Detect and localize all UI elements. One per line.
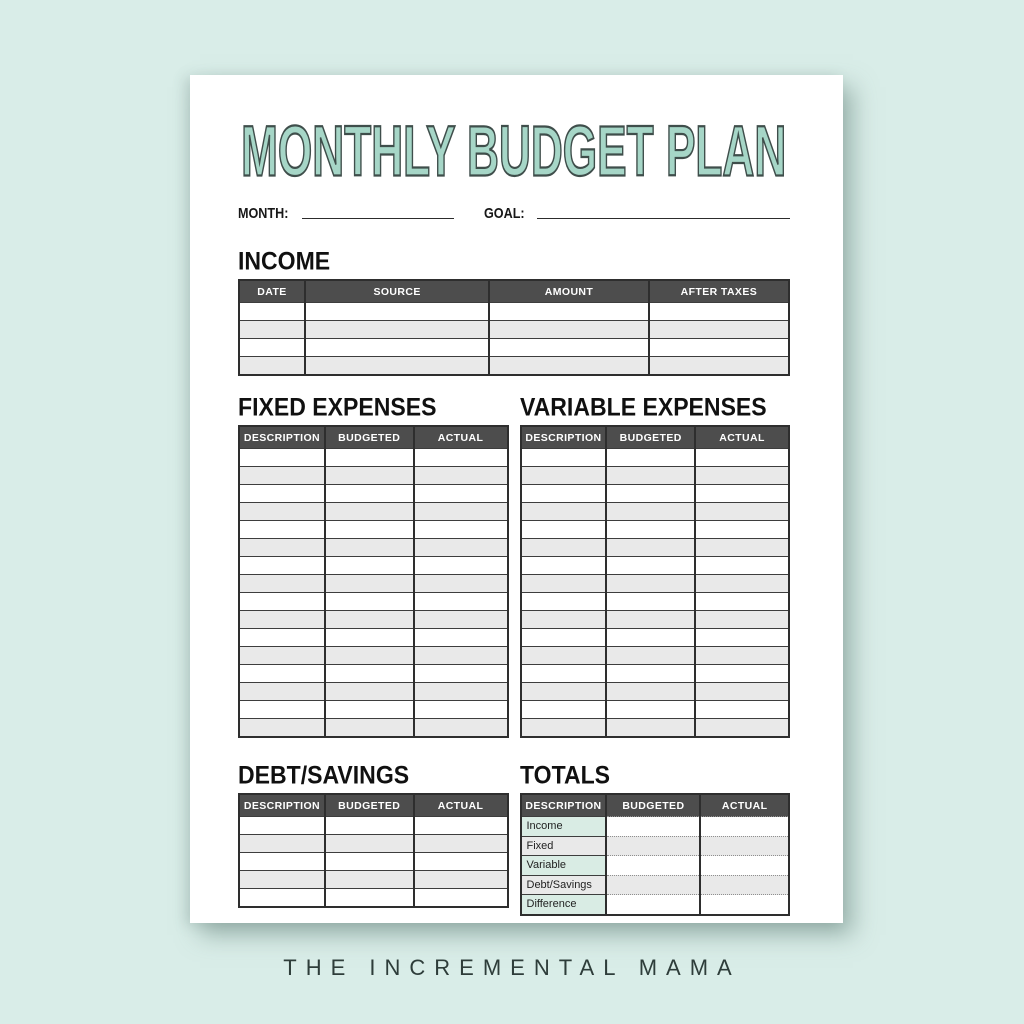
income-col-source: SOURCE <box>305 280 489 303</box>
empty-cell <box>325 611 414 629</box>
empty-cell <box>414 593 508 611</box>
totals-row-difference <box>521 895 790 915</box>
empty-cell <box>239 665 325 683</box>
income-heading: INCOME <box>238 247 331 276</box>
empty-cell <box>521 683 607 701</box>
empty-row <box>239 485 508 503</box>
empty-cell <box>695 701 789 719</box>
empty-cell <box>414 701 508 719</box>
empty-row <box>239 835 508 853</box>
empty-cell <box>325 629 414 647</box>
empty-cell <box>414 665 508 683</box>
empty-cell <box>325 503 414 521</box>
totals-row-fixed <box>521 836 790 856</box>
empty-cell <box>521 521 607 539</box>
fixed-expenses-table <box>238 425 509 738</box>
empty-cell <box>606 485 695 503</box>
empty-row <box>239 357 789 376</box>
empty-cell <box>695 449 789 467</box>
empty-cell <box>521 593 607 611</box>
income-header-row <box>239 280 789 303</box>
empty-cell <box>695 503 789 521</box>
debt-savings-section <box>238 761 509 916</box>
empty-row <box>239 719 508 738</box>
empty-cell <box>649 339 789 357</box>
variable-col-budgeted: BUDGETED <box>606 426 695 449</box>
empty-row <box>239 303 789 321</box>
empty-cell <box>695 521 789 539</box>
totals-col-actual: ACTUAL <box>700 794 789 817</box>
empty-cell <box>325 521 414 539</box>
empty-cell <box>606 557 695 575</box>
empty-cell <box>239 629 325 647</box>
totals-label-difference: Difference <box>521 895 607 915</box>
totals-label-income: Income <box>521 817 607 837</box>
empty-cell <box>606 503 695 521</box>
empty-cell <box>414 557 508 575</box>
empty-row <box>521 719 790 738</box>
empty-cell <box>606 875 700 895</box>
empty-cell <box>239 593 325 611</box>
empty-cell <box>305 303 489 321</box>
empty-cell <box>521 503 607 521</box>
fixed-col-budgeted: BUDGETED <box>325 426 414 449</box>
empty-cell <box>606 593 695 611</box>
empty-cell <box>325 575 414 593</box>
empty-cell <box>414 485 508 503</box>
empty-cell <box>414 817 508 835</box>
empty-cell <box>695 467 789 485</box>
empty-row <box>521 575 790 593</box>
empty-cell <box>414 835 508 853</box>
totals-heading: TOTALS <box>519 761 610 790</box>
empty-cell <box>239 853 325 871</box>
empty-cell <box>239 339 305 357</box>
empty-cell <box>606 683 695 701</box>
empty-cell <box>239 647 325 665</box>
empty-cell <box>606 611 695 629</box>
empty-row <box>521 683 790 701</box>
empty-row <box>239 467 508 485</box>
summary-row <box>238 761 790 916</box>
empty-cell <box>414 503 508 521</box>
empty-row <box>521 485 790 503</box>
income-table <box>238 279 790 376</box>
totals-header-row <box>521 794 790 817</box>
empty-cell <box>606 467 695 485</box>
empty-cell <box>414 611 508 629</box>
empty-row <box>239 593 508 611</box>
debt-header-row <box>239 794 508 817</box>
page-title: MONTHLY BUDGET PLAN <box>241 111 787 193</box>
empty-cell <box>700 856 789 876</box>
empty-cell <box>521 719 607 738</box>
empty-cell <box>239 575 325 593</box>
income-col-amount: AMOUNT <box>489 280 649 303</box>
brand-footer: THE INCREMENTAL MAMA <box>283 955 741 980</box>
empty-cell <box>414 853 508 871</box>
empty-cell <box>695 539 789 557</box>
empty-cell <box>414 521 508 539</box>
empty-cell <box>695 593 789 611</box>
empty-row <box>239 521 508 539</box>
empty-cell <box>606 539 695 557</box>
totals-label-debt-savings: Debt/Savings <box>521 875 607 895</box>
fixed-header-row <box>239 426 508 449</box>
empty-cell <box>521 629 607 647</box>
month-goal-row <box>238 199 790 221</box>
empty-cell <box>414 871 508 889</box>
empty-row <box>521 665 790 683</box>
empty-cell <box>606 895 700 915</box>
empty-cell <box>700 836 789 856</box>
empty-row <box>239 339 789 357</box>
empty-row <box>239 889 508 908</box>
empty-cell <box>414 575 508 593</box>
empty-cell <box>325 683 414 701</box>
empty-cell <box>700 817 789 837</box>
empty-cell <box>521 611 607 629</box>
empty-cell <box>414 629 508 647</box>
income-col-after-taxes: AFTER TAXES <box>649 280 789 303</box>
empty-cell <box>489 339 649 357</box>
empty-cell <box>695 629 789 647</box>
empty-row <box>521 467 790 485</box>
empty-row <box>521 629 790 647</box>
month-label: MONTH: <box>238 204 289 221</box>
empty-cell <box>325 871 414 889</box>
empty-cell <box>489 357 649 376</box>
empty-cell <box>695 611 789 629</box>
empty-row <box>239 853 508 871</box>
debt-savings-heading: DEBT/SAVINGS <box>238 761 410 790</box>
empty-cell <box>606 575 695 593</box>
empty-cell <box>239 467 325 485</box>
empty-row <box>239 629 508 647</box>
empty-row <box>239 539 508 557</box>
empty-cell <box>414 467 508 485</box>
fixed-col-actual: ACTUAL <box>414 426 508 449</box>
empty-cell <box>325 647 414 665</box>
empty-cell <box>649 303 789 321</box>
empty-cell <box>325 557 414 575</box>
empty-cell <box>305 321 489 339</box>
empty-cell <box>695 647 789 665</box>
totals-table <box>520 793 791 916</box>
empty-cell <box>239 611 325 629</box>
debt-col-description: DESCRIPTION <box>239 794 325 817</box>
empty-cell <box>239 701 325 719</box>
empty-cell <box>239 871 325 889</box>
empty-cell <box>414 889 508 908</box>
empty-row <box>521 611 790 629</box>
empty-cell <box>695 575 789 593</box>
empty-cell <box>521 539 607 557</box>
variable-expenses-table <box>520 425 791 738</box>
empty-cell <box>239 557 325 575</box>
empty-cell <box>649 357 789 376</box>
empty-cell <box>239 357 305 376</box>
totals-col-description: DESCRIPTION <box>521 794 607 817</box>
empty-cell <box>239 835 325 853</box>
budget-printable-page <box>190 75 843 923</box>
empty-row <box>239 665 508 683</box>
empty-cell <box>695 719 789 738</box>
empty-cell <box>521 485 607 503</box>
empty-cell <box>414 539 508 557</box>
empty-cell <box>325 485 414 503</box>
empty-cell <box>521 449 607 467</box>
empty-row <box>521 593 790 611</box>
debt-col-budgeted: BUDGETED <box>325 794 414 817</box>
totals-label-variable: Variable <box>521 856 607 876</box>
empty-cell <box>239 321 305 339</box>
totals-section <box>519 761 791 916</box>
empty-cell <box>414 683 508 701</box>
empty-row <box>521 647 790 665</box>
empty-cell <box>521 467 607 485</box>
empty-cell <box>239 539 325 557</box>
empty-cell <box>305 357 489 376</box>
debt-savings-table <box>238 793 509 908</box>
expenses-row <box>238 393 790 738</box>
empty-cell <box>239 503 325 521</box>
empty-cell <box>239 485 325 503</box>
empty-cell <box>414 719 508 738</box>
empty-cell <box>325 593 414 611</box>
empty-cell <box>239 449 325 467</box>
totals-col-budgeted: BUDGETED <box>606 794 700 817</box>
empty-cell <box>606 665 695 683</box>
empty-cell <box>414 647 508 665</box>
title-wrap <box>238 111 790 193</box>
empty-cell <box>239 303 305 321</box>
empty-cell <box>325 853 414 871</box>
goal-blank-line <box>537 217 790 219</box>
empty-cell <box>521 575 607 593</box>
empty-cell <box>606 836 700 856</box>
empty-cell <box>489 321 649 339</box>
empty-cell <box>414 449 508 467</box>
empty-cell <box>305 339 489 357</box>
empty-cell <box>606 719 695 738</box>
variable-header-row <box>521 426 790 449</box>
empty-cell <box>325 889 414 908</box>
empty-cell <box>700 875 789 895</box>
empty-row <box>239 321 789 339</box>
empty-row <box>239 647 508 665</box>
empty-row <box>239 683 508 701</box>
totals-row-variable <box>521 856 790 876</box>
variable-col-actual: ACTUAL <box>695 426 789 449</box>
empty-cell <box>325 817 414 835</box>
empty-row <box>521 449 790 467</box>
variable-col-description: DESCRIPTION <box>521 426 607 449</box>
empty-cell <box>325 539 414 557</box>
empty-cell <box>606 856 700 876</box>
empty-row <box>521 701 790 719</box>
empty-cell <box>521 647 607 665</box>
empty-cell <box>695 485 789 503</box>
empty-cell <box>649 321 789 339</box>
empty-cell <box>325 701 414 719</box>
variable-expenses-section <box>519 393 791 738</box>
empty-cell <box>700 895 789 915</box>
empty-cell <box>606 629 695 647</box>
empty-cell <box>239 683 325 701</box>
empty-row <box>521 557 790 575</box>
empty-row <box>239 449 508 467</box>
empty-cell <box>325 467 414 485</box>
fixed-expenses-heading: FIXED EXPENSES <box>238 393 437 422</box>
empty-cell <box>695 665 789 683</box>
totals-label-fixed: Fixed <box>521 836 607 856</box>
empty-row <box>521 503 790 521</box>
empty-cell <box>325 665 414 683</box>
empty-row <box>521 539 790 557</box>
totals-row-income <box>521 817 790 837</box>
empty-cell <box>521 701 607 719</box>
empty-cell <box>239 889 325 908</box>
fixed-expenses-section <box>238 393 509 738</box>
empty-cell <box>239 719 325 738</box>
empty-cell <box>489 303 649 321</box>
empty-row <box>239 575 508 593</box>
empty-row <box>239 557 508 575</box>
empty-row <box>521 521 790 539</box>
totals-row-debt-savings <box>521 875 790 895</box>
variable-expenses-heading: VARIABLE EXPENSES <box>519 393 767 422</box>
empty-row <box>239 701 508 719</box>
empty-cell <box>325 719 414 738</box>
empty-row <box>239 817 508 835</box>
empty-cell <box>606 449 695 467</box>
empty-row <box>239 611 508 629</box>
month-blank-line <box>302 217 454 219</box>
empty-cell <box>521 557 607 575</box>
empty-cell <box>606 647 695 665</box>
empty-cell <box>325 835 414 853</box>
empty-cell <box>606 701 695 719</box>
empty-cell <box>606 817 700 837</box>
goal-label: GOAL: <box>484 204 525 221</box>
fixed-col-description: DESCRIPTION <box>239 426 325 449</box>
debt-col-actual: ACTUAL <box>414 794 508 817</box>
empty-row <box>239 871 508 889</box>
empty-cell <box>606 521 695 539</box>
empty-cell <box>239 521 325 539</box>
empty-cell <box>521 665 607 683</box>
empty-cell <box>695 683 789 701</box>
empty-cell <box>695 557 789 575</box>
empty-cell <box>325 449 414 467</box>
empty-cell <box>239 817 325 835</box>
empty-row <box>239 503 508 521</box>
income-col-date: DATE <box>239 280 305 303</box>
